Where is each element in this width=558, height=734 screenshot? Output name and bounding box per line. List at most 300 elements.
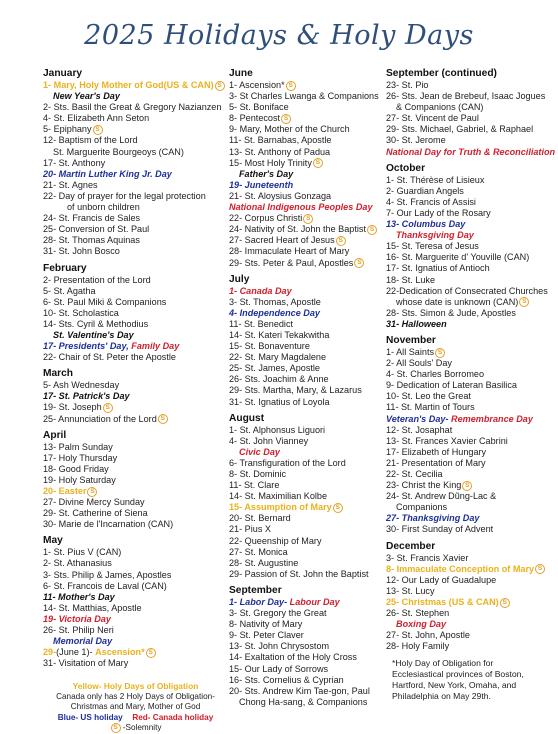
calendar-entry: [229, 397, 387, 408]
entry-text: 24- Nativity of St. John the Baptist: [229, 224, 366, 235]
legend-canada-line1: Canada only has 2 Holy Days of Obligation-: [56, 691, 215, 701]
entry-text: 5- St. Agatha: [43, 285, 96, 296]
calendar-entry: [43, 614, 228, 625]
calendar-entry: [386, 513, 556, 524]
entry-text: 2- St. Athanasius: [43, 558, 112, 569]
calendar-entry: [386, 80, 556, 91]
entry-text: 26- Sts. Joachim & Anne: [229, 374, 329, 385]
entry-text: 22- Queenship of Mary: [229, 535, 322, 546]
calendar-entry: [386, 524, 556, 535]
entry-text: 1- Ascension*: [229, 80, 285, 90]
entry-text: 20- Easter: [43, 486, 87, 496]
entry-text: 7- Our Lady of the Rosary: [386, 207, 491, 218]
calendar-entry: [229, 124, 387, 135]
entry-text: 10- St. Scholastica: [43, 307, 119, 318]
calendar-entry: [386, 597, 556, 608]
entry-text: 14- Sts. Cyril & Methodius: [43, 318, 149, 329]
calendar-entry: [229, 425, 387, 436]
calendar-entry: [386, 102, 556, 113]
entry-text: 4- Independence Day: [229, 307, 320, 318]
calendar-entry: [229, 286, 387, 297]
calendar-entry: [43, 80, 228, 91]
entry-text: 28- Immaculate Heart of Mary: [229, 246, 350, 257]
entry-text: 22- Day of prayer for the legal protection: [43, 190, 206, 201]
calendar-entry: [229, 664, 387, 675]
calendar-entry: [386, 502, 556, 513]
solemnity-icon: S: [435, 348, 445, 358]
entry-text: 21- St. Agnes: [43, 179, 98, 190]
calendar-entry: [43, 341, 228, 352]
calendar-entry: [386, 619, 556, 630]
legend-blue: Blue- US holiday: [57, 712, 123, 722]
ascension-note: [386, 658, 556, 701]
entry-text: 4- St. Charles Borromeo: [386, 369, 485, 380]
entry-text: 3- St Charles Lwanga & Companions: [229, 91, 379, 102]
calendar-entry: [386, 319, 556, 330]
entry-text: 23- Christ the King: [386, 480, 462, 491]
entry-text: 1- St. Alphonsus Liguori: [229, 424, 326, 435]
entry-text: 9- Dedication of Lateran Basilica: [386, 380, 517, 391]
calendar-entry: [43, 169, 228, 180]
solemnity-icon: S: [354, 258, 364, 268]
entry-part: Family Day: [131, 341, 180, 352]
solemnity-icon: S: [87, 487, 97, 497]
calendar-entry: [43, 352, 228, 363]
month-heading: August: [229, 412, 265, 424]
calendar-entry: [43, 180, 228, 191]
entry-text: whose date is unknown (CAN): [396, 296, 519, 307]
entry-text: Boxing Day: [396, 619, 447, 630]
calendar-entry: [386, 575, 556, 586]
entry-text: 27- Sacred Heart of Jesus: [229, 235, 335, 246]
entry-text: 15- Our Lady of Sorrows: [229, 663, 329, 674]
month-heading: April: [43, 429, 67, 441]
calendar-entry: [386, 219, 556, 230]
entry-text: 22-Dedication of Consecrated Churches: [386, 285, 548, 296]
solemnity-icon: S: [535, 564, 545, 574]
calendar-entry: [386, 263, 556, 274]
entry-text: 22- St. Mary Magdalene: [229, 352, 327, 363]
entry-text: 2- Presentation of the Lord: [43, 274, 151, 285]
calendar-entry: [229, 235, 387, 246]
entry-text: 26- St. Philip Neri: [43, 625, 114, 636]
calendar-entry: [43, 113, 228, 124]
entry-text: 8- Pentecost: [229, 113, 281, 124]
entry-text: of unborn children: [67, 202, 140, 213]
entry-text: 13- St. Lucy: [386, 585, 435, 596]
calendar-entry: [43, 147, 228, 158]
entry-text: Civic Day: [239, 446, 280, 457]
calendar-entry: [43, 497, 228, 508]
calendar-entry: [43, 213, 228, 224]
calendar-entry: [386, 286, 556, 297]
entry-text: 27- St. John, Apostle: [386, 630, 470, 641]
entry-text: 13- Palm Sunday: [43, 441, 113, 452]
calendar-entry: [386, 469, 556, 480]
calendar-entry: [229, 558, 387, 569]
solemnity-icon: S: [158, 414, 168, 424]
legend-solemnity: -Solemnity: [122, 723, 162, 733]
calendar-entry: [386, 391, 556, 402]
calendar-entry: [43, 391, 228, 402]
calendar-entry: [43, 191, 228, 202]
calendar-entry: [229, 80, 387, 91]
entry-text: 29- Sts. Martha, Mary, & Lazarus: [229, 385, 362, 396]
page-title: 2025 Holidays & Holy Days: [84, 20, 474, 51]
calendar-entry: [229, 619, 387, 630]
calendar-entry: [229, 447, 387, 458]
entry-text: 19- Holy Saturday: [43, 474, 116, 485]
entry-part: Remembrance Day: [451, 413, 533, 424]
entry-part: Labour Day: [289, 596, 340, 607]
calendar-entry: [229, 341, 387, 352]
solemnity-icon: S: [462, 481, 472, 491]
calendar-entry: [43, 235, 228, 246]
calendar-entry: [386, 113, 556, 124]
entry-text: 26- St. Stephen: [386, 608, 450, 619]
entry-text: 17- Elizabeth of Hungary: [386, 446, 487, 457]
entry-text: 13- Columbus Day: [386, 219, 466, 230]
note-line: Hartford, New York, Omaha, and: [392, 680, 517, 690]
entry-text: 14- St. Matthias, Apostle: [43, 602, 142, 613]
calendar-entry: [386, 208, 556, 219]
calendar-entry: [229, 91, 387, 102]
entry-text: 29- Sts. Peter & Paul, Apostles: [229, 257, 354, 268]
calendar-entry: [386, 135, 556, 146]
month-heading: September: [229, 584, 282, 596]
legend-red: Red- Canada holiday: [132, 712, 214, 722]
calendar-entry: [43, 475, 228, 486]
month-heading: June: [229, 68, 253, 79]
calendar-entry: [386, 147, 556, 158]
entry-text: 14- St. Kateri Tekakwitha: [229, 329, 330, 340]
entry-text: 16- Sts. Cornelius & Cyprian: [229, 674, 344, 685]
entry-text: 25- Christmas (US & CAN): [386, 596, 499, 607]
entry-text: 14- Exaltation of the Holy Cross: [229, 652, 357, 663]
entry-text: 2- Guardian Angels: [386, 185, 464, 196]
calendar-entry: [229, 569, 387, 580]
calendar-entry: [43, 224, 228, 235]
entry-text: 27- Divine Mercy Sunday: [43, 497, 145, 508]
calendar-entry: [386, 124, 556, 135]
entry-text: St. Marguerite Bourgeoys (CAN): [53, 146, 184, 157]
note-line: Philadelphia on May 29th.: [392, 690, 491, 701]
calendar-entry: [43, 647, 228, 658]
legend: [43, 681, 228, 734]
solemnity-icon: S: [215, 81, 225, 91]
entry-text: & Companions (CAN): [396, 102, 484, 113]
calendar-entry: [386, 230, 556, 241]
entry-text: 3- St. Gregory the Great: [229, 608, 327, 619]
entry-part: Veteran's Day-: [386, 413, 452, 424]
calendar-entry: [386, 275, 556, 286]
entry-text: 11- St. Martin of Tours: [386, 402, 475, 413]
calendar-entry: [229, 597, 387, 608]
calendar-entry: [43, 547, 228, 558]
entry-text: 18- St. Luke: [386, 274, 436, 285]
calendar-entry: [229, 319, 387, 330]
month-heading: October: [386, 162, 426, 174]
entry-text: 11- Mother's Day: [43, 591, 115, 602]
entry-text: 17- St. Ignatius of Antioch: [386, 263, 490, 274]
calendar-entry: [229, 491, 387, 502]
month-heading: July: [229, 273, 250, 285]
calendar-entry: [229, 213, 387, 224]
solemnity-icon: S: [281, 114, 291, 124]
calendar-entry: [386, 641, 556, 652]
column-3: [386, 68, 556, 702]
entry-text: 28- Holy Family: [386, 641, 450, 652]
solemnity-icon: S: [500, 598, 510, 608]
solemnity-icon: S: [303, 214, 313, 224]
entry-text: 19- Juneteenth: [229, 179, 294, 190]
legend-colors: [43, 713, 228, 724]
entry-text: 23- St. Pio: [386, 80, 429, 90]
calendar-entry: [229, 363, 387, 374]
entry-text: 3- St. Thomas, Apostle: [229, 296, 321, 307]
calendar-entry: [229, 513, 387, 524]
calendar-entry: [229, 630, 387, 641]
entry-text: National Day for Truth & Reconciliation: [386, 146, 556, 157]
entry-part: 17- Presidents' Day,: [43, 341, 132, 352]
calendar-entry: [386, 586, 556, 597]
entry-text: 1- St. Thérèse of Lisieux: [386, 174, 485, 185]
entry-text: 5- St. Boniface: [229, 102, 289, 113]
entry-part: (June 1)-: [56, 647, 96, 658]
entry-text: 24- St. Francis de Sales: [43, 213, 141, 224]
legend-canada-line2: Christmas and Mary, Mother of God: [70, 702, 201, 712]
calendar-entry: [229, 436, 387, 447]
entry-text: 9- St. Peter Claver: [229, 630, 304, 641]
calendar-entry: [43, 135, 228, 146]
entry-text: 11- St. Benedict: [229, 318, 294, 329]
calendar-entry: [229, 536, 387, 547]
entry-text: 29- Passion of St. John the Baptist: [229, 568, 369, 579]
solemnity-icon: S: [519, 297, 529, 307]
entry-text: 4- St. Francis of Assisi: [386, 196, 476, 207]
calendar-entry: [43, 603, 228, 614]
entry-text: 8- St. Dominic: [229, 469, 287, 479]
entry-text: National Indigenous Peoples Day: [229, 202, 373, 213]
entry-text: 10- St. Leo the Great: [386, 391, 471, 402]
calendar-entry: [386, 630, 556, 641]
note-line: *Holy Day of Obligation for: [392, 658, 494, 669]
calendar-entry: [229, 524, 387, 535]
calendar-entry: [386, 436, 556, 447]
solemnity-icon: S: [286, 81, 296, 91]
calendar-entry: [43, 442, 228, 453]
entry-text: Chong Ha-sang, & Companions: [239, 696, 368, 707]
calendar-entry: [229, 608, 387, 619]
entry-text: 4- St. Elizabeth Ann Seton: [43, 113, 150, 124]
entry-text: 13- St. Anthony of Padua: [229, 146, 331, 157]
entry-text: 6- St. Paul Miki & Companions: [43, 296, 167, 307]
calendar-entry: [386, 175, 556, 186]
calendar-entry: [386, 564, 556, 575]
calendar-entry: [229, 480, 387, 491]
calendar-entry: [229, 458, 387, 469]
calendar-entry: [229, 191, 387, 202]
calendar-entry: [43, 91, 228, 102]
calendar-entry: [386, 297, 556, 308]
calendar-entry: [43, 414, 228, 425]
calendar-entry: [229, 202, 387, 213]
entry-text: 17- St. Anthony: [43, 157, 106, 168]
calendar-entry: [229, 147, 387, 158]
calendar-entry: [43, 202, 228, 213]
entry-text: 11- St. Clare: [229, 480, 280, 491]
entry-text: 30- St. Jerome: [386, 135, 446, 146]
calendar-entry: [43, 246, 228, 257]
solemnity-icon: S: [333, 503, 343, 513]
entry-text: 1- Mary, Holy Mother of God(US & CAN): [43, 80, 214, 90]
entry-text: 12- Our Lady of Guadalupe: [386, 574, 497, 585]
calendar-entry: [43, 625, 228, 636]
entry-text: 15- Most Holy Trinity: [229, 157, 312, 168]
column-1: [43, 68, 228, 734]
solemnity-icon: S: [313, 158, 323, 168]
entry-text: 26- Sts. Jean de Brebeuf, Isaac Jogues: [386, 91, 546, 102]
calendar-entry: [386, 491, 556, 502]
entry-text: 29- Sts. Michael, Gabriel, & Raphael: [386, 124, 534, 135]
entry-text: 24- St. Andrew Dũng-Lac &: [386, 491, 497, 502]
entry-part: Ascension*: [95, 647, 145, 658]
entry-text: 21- Pius X: [229, 524, 271, 535]
entry-text: 1- All Saints: [386, 346, 435, 357]
entry-text: 5- Ash Wednesday: [43, 380, 120, 391]
calendar-entry: [43, 286, 228, 297]
calendar-entry: [43, 519, 228, 530]
entry-text: 27- St. Monica: [229, 546, 288, 557]
solemnity-icon: S: [367, 225, 377, 235]
calendar-entry: [43, 592, 228, 603]
entry-text: 14- St. Maximilian Kolbe: [229, 491, 328, 502]
entry-text: 27- Thanksgiving Day: [386, 513, 480, 524]
calendar-entry: [386, 380, 556, 391]
entry-text: 22- St. Cecilia: [386, 469, 443, 479]
calendar-entry: [386, 186, 556, 197]
calendar-entry: [43, 570, 228, 581]
entry-text: Memorial Day: [53, 636, 113, 647]
calendar-entry: [386, 369, 556, 380]
calendar-entry: [43, 297, 228, 308]
entry-text: 4- St. John Vianney: [229, 435, 309, 446]
entry-text: 9- Mary, Mother of the Church: [229, 124, 350, 135]
entry-text: Father's Day: [239, 168, 294, 179]
solemnity-icon: S: [146, 648, 156, 658]
calendar-entry: [43, 486, 228, 497]
calendar-entry: [229, 547, 387, 558]
calendar-entry: [386, 480, 556, 491]
entry-text: 15- Assumption of Mary: [229, 502, 332, 513]
calendar-entry: [229, 469, 387, 480]
entry-text: 30- First Sunday of Advent: [386, 524, 494, 535]
entry-text: 18- Good Friday: [43, 463, 109, 474]
calendar-entry: [43, 558, 228, 569]
solemnity-icon: S: [111, 723, 121, 733]
entry-text: 19- Victoria Day: [43, 613, 111, 624]
calendar-entry: [43, 158, 228, 169]
calendar-entry: [386, 425, 556, 436]
entry-text: 31- St. John Bosco: [43, 246, 120, 257]
month-heading: December: [386, 540, 436, 552]
calendar-entry: [43, 636, 228, 647]
calendar-entry: [386, 347, 556, 358]
calendar-entry: [229, 297, 387, 308]
calendar-entry: [229, 502, 387, 513]
calendar-entry: [386, 241, 556, 252]
entry-text: 6- St. Francois de Laval (CAN): [43, 580, 167, 591]
calendar-entry: [386, 458, 556, 469]
calendar-entry: [386, 447, 556, 458]
calendar-entry: [229, 374, 387, 385]
entry-text: 12- St. Josaphat: [386, 424, 453, 435]
solemnity-icon: S: [93, 125, 103, 135]
entry-part: 1- Labor Day-: [229, 596, 290, 607]
month-heading: March: [43, 368, 74, 380]
month-heading: November: [386, 334, 436, 346]
calendar-entry: [229, 641, 387, 652]
calendar-entry: [386, 358, 556, 369]
entry-text: 25- Conversion of St. Paul: [43, 224, 150, 235]
calendar-entry: [229, 385, 387, 396]
calendar-entry: [229, 158, 387, 169]
entry-text: Thanksgiving Day: [396, 230, 474, 241]
calendar-entry: [43, 124, 228, 135]
entry-text: 5- Epiphany: [43, 124, 92, 135]
entry-text: 27- St. Vincent de Paul: [386, 113, 479, 124]
entry-text: 15- St. Teresa of Jesus: [386, 241, 479, 252]
calendar-entry: [229, 352, 387, 363]
entry-text: 17- St. Patrick's Day: [43, 391, 130, 402]
entry-text: 13- St. John Chrysostom: [229, 641, 330, 652]
entry-text: 2- All Souls' Day: [386, 358, 452, 369]
entry-text: 11- St. Barnabas, Apostle: [229, 135, 332, 146]
note-line: Ecclesiastical provinces of Boston,: [392, 669, 524, 680]
entry-text: 2- Sts. Basil the Great & Gregory Nazianzen: [43, 102, 222, 113]
entry-text: 30- Marie de l'Incarnation (CAN): [43, 519, 174, 530]
entry-text: 25- Annunciation of the Lord: [43, 413, 157, 424]
entry-text: 21- St. Aloysius Gonzaga: [229, 190, 332, 201]
entry-text: 20- Sts. Andrew Kim Tae-gon, Paul: [229, 685, 370, 696]
calendar-entry: [386, 402, 556, 413]
month-heading: January: [43, 68, 83, 79]
calendar-entry: [229, 246, 387, 257]
calendar-entry: [43, 330, 228, 341]
calendar-entry: [229, 180, 387, 191]
entry-text: 3- Sts. Philip & James, Apostles: [43, 569, 172, 580]
entry-text: 15- St. Bonaventure: [229, 341, 310, 352]
entry-text: 16- St. Marguerite d' Youville (CAN): [386, 252, 530, 263]
entry-text: 19- St. Joseph: [43, 402, 102, 413]
calendar-entry: [386, 252, 556, 263]
entry-text: 20- St. Bernard: [229, 513, 291, 524]
calendar-entry: [386, 91, 556, 102]
entry-text: 8- Immaculate Conception of Mary: [386, 563, 535, 574]
calendar-entry: [43, 380, 228, 391]
entry-text: 20- Martin Luther King Jr. Day: [43, 168, 172, 179]
calendar-entry: [229, 169, 387, 180]
entry-text: Companions: [396, 502, 448, 513]
legend-obligation: Yellow- Holy Days of Obligation: [72, 681, 199, 692]
month-heading: May: [43, 535, 63, 547]
entry-text: 21- Presentation of Mary: [386, 457, 486, 468]
entry-text: 8- Nativity of Mary: [229, 619, 303, 630]
calendar-entry: [229, 113, 387, 124]
calendar-entry: [43, 464, 228, 475]
entry-text: 31- St. Ignatius of Loyola: [229, 396, 330, 407]
calendar-entry: [386, 553, 556, 564]
